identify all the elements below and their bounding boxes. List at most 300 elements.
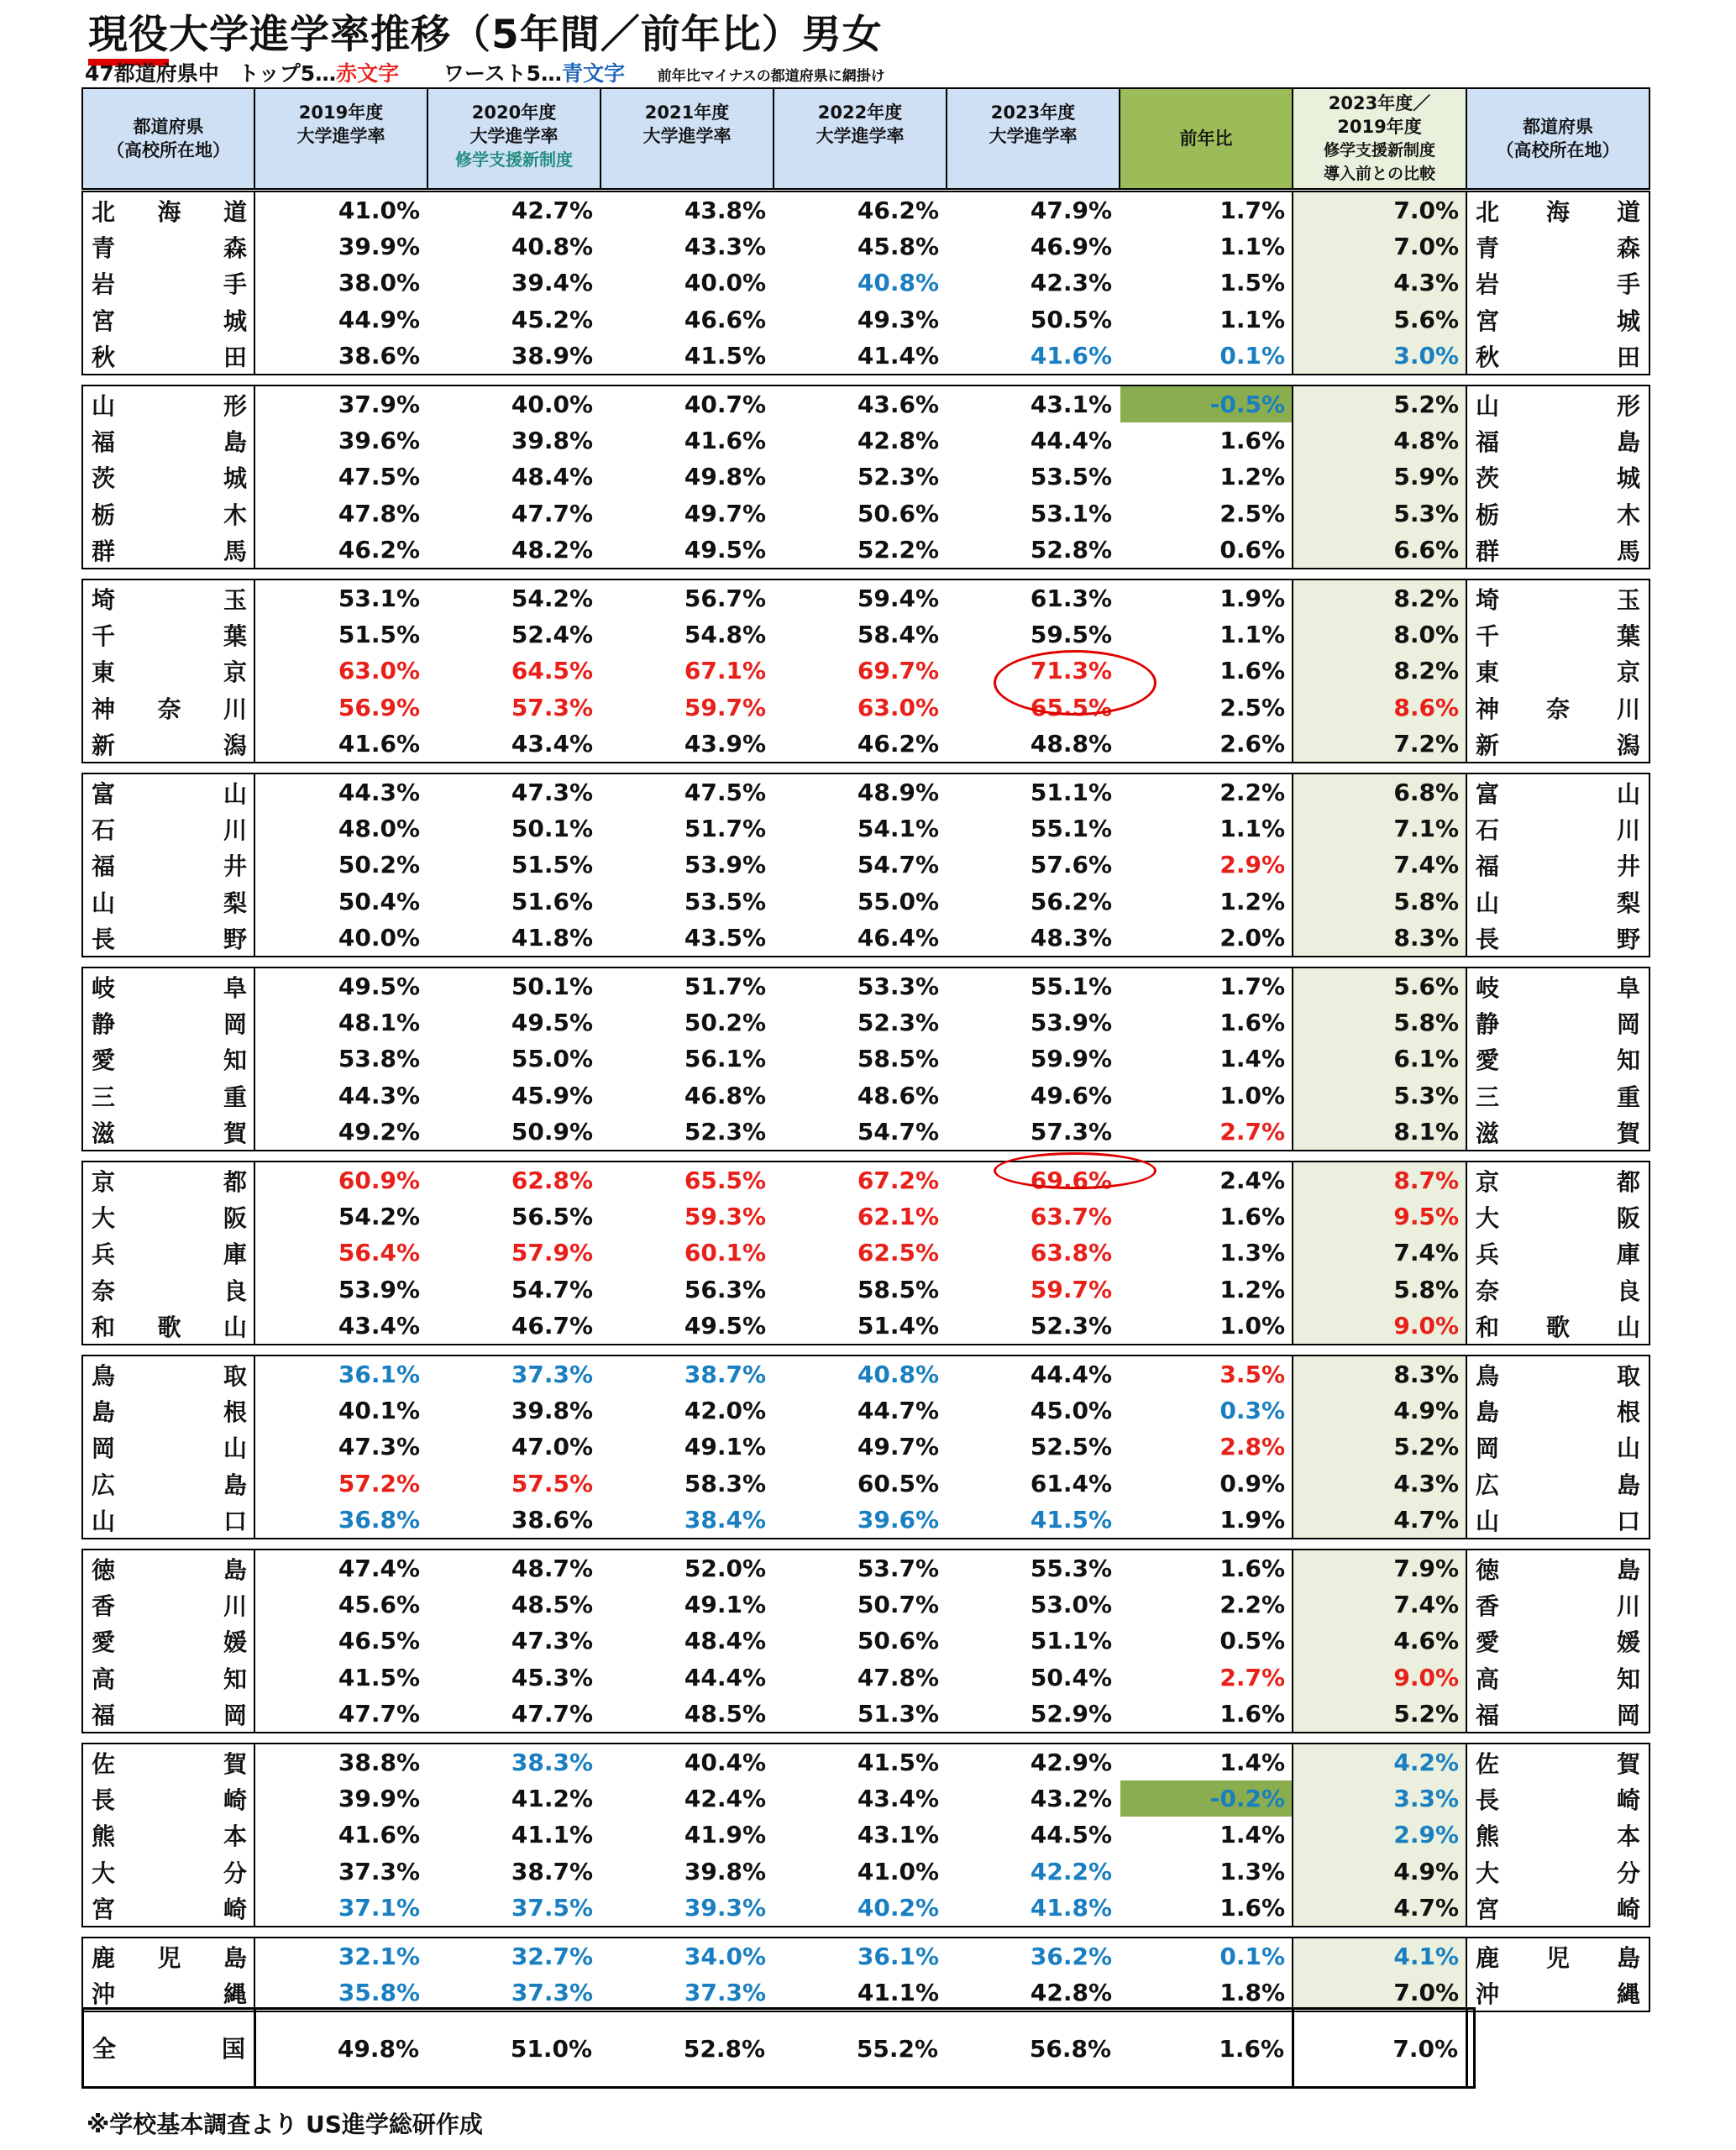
legend-worst: ワースト5… (443, 61, 563, 86)
prefecture-label: 広 島 (1476, 1471, 1640, 1499)
header-2022-line1: 2022年度 (817, 102, 903, 123)
rate-value: 39.4% (511, 269, 593, 297)
rate-value: 42.7% (511, 197, 593, 224)
compare-value: 5.2% (1393, 1433, 1459, 1461)
rate-value: 46.2% (857, 197, 939, 224)
rate-value: 40.7% (684, 391, 766, 418)
yoy-value: 0.6% (1219, 535, 1285, 564)
prefecture-name (1467, 1006, 1649, 1042)
rate-value: 39.8% (511, 1397, 593, 1425)
rate-value: 40.4% (684, 1749, 766, 1776)
rate-value: 38.8% (338, 1749, 420, 1776)
rate-value: 44.3% (338, 779, 420, 806)
prefecture-label: 沖 縄 (1476, 1980, 1640, 2009)
prefecture-label: 高 知 (92, 1665, 247, 1693)
header-compare-line2: 2019年度 (1337, 117, 1422, 137)
prefecture-name (1467, 194, 1649, 230)
yoy-value: 1.0% (1219, 1311, 1285, 1340)
header-2021 (600, 87, 774, 190)
rate-value: 53.9% (684, 851, 766, 879)
rate-value: 41.0% (857, 1857, 939, 1885)
prefecture-label: 熊 本 (92, 1822, 247, 1851)
prefecture-label: 兵 庫 (1476, 1240, 1640, 1269)
rate-value: 49.7% (857, 1433, 939, 1461)
rate-value: 37.3% (511, 1979, 593, 2007)
highlight-circle (994, 1152, 1156, 1189)
prefecture-label: 山 形 (1476, 392, 1640, 420)
rate-value: 43.4% (338, 1311, 420, 1340)
rate-value: 61.4% (1030, 1469, 1112, 1497)
prefecture-name (1467, 1042, 1649, 1078)
prefecture-name (1467, 582, 1649, 618)
prefecture-label: 岡 山 (92, 1434, 247, 1463)
prefecture-label: 千 葉 (92, 622, 247, 651)
rate-value: 36.8% (338, 1505, 420, 1534)
rate-value: 42.2% (1030, 1857, 1112, 1885)
compare-value: 7.4% (1393, 851, 1459, 879)
prefecture-name (83, 1115, 255, 1151)
prefecture-label: 静 岡 (1476, 1010, 1640, 1039)
rate-value: 49.7% (684, 499, 766, 527)
rate-value: 56.4% (338, 1239, 420, 1267)
rate-value: 38.9% (511, 341, 593, 370)
compare-value: 8.1% (1393, 1117, 1459, 1146)
compare-value: 5.6% (1393, 973, 1459, 1000)
rate-value: 44.5% (1030, 1821, 1112, 1849)
rate-value: 42.8% (1030, 1979, 1112, 2007)
rate-value: 56.2% (1030, 887, 1112, 915)
rate-value: 63.8% (1030, 1239, 1112, 1267)
rate-value: 56.1% (684, 1045, 766, 1073)
rate-value: 65.5% (1030, 693, 1112, 721)
prefecture-name (83, 1006, 255, 1042)
prefecture-label: 鹿 児 島 (1476, 1944, 1640, 1972)
rate-value: 55.1% (1030, 973, 1112, 1000)
rate-value: 42.0% (684, 1397, 766, 1425)
prefecture-name (83, 1818, 255, 1854)
rate-value: 41.1% (511, 1821, 593, 1849)
compare-value: 5.8% (1393, 887, 1459, 915)
rate-value: 40.8% (511, 233, 593, 261)
rate-value: 36.1% (338, 1361, 420, 1388)
prefecture-label: 佐 賀 (92, 1750, 247, 1778)
rate-value: 53.5% (1030, 463, 1112, 491)
rate-value: 44.9% (338, 305, 420, 333)
header-2023-line2: 大学進学率 (989, 126, 1078, 146)
prefecture-name (1467, 1552, 1649, 1588)
legend-top: トップ5… (238, 61, 337, 86)
prefecture-label: 福 島 (1476, 428, 1640, 457)
rate-value: 46.8% (684, 1081, 766, 1109)
rate-value: 54.7% (857, 851, 939, 879)
rate-value: 59.4% (857, 585, 939, 612)
prefecture-label: 福 岡 (1476, 1701, 1640, 1729)
prefecture-label: 三 重 (1476, 1083, 1640, 1111)
compare-value: 4.1% (1393, 1943, 1459, 1970)
rate-value: 41.5% (684, 341, 766, 370)
rate-value: 49.5% (684, 1311, 766, 1340)
yoy-value: 0.1% (1219, 341, 1285, 370)
prefecture-name (83, 1394, 255, 1430)
compare-value: 5.2% (1393, 391, 1459, 418)
prefecture-group (81, 1549, 1650, 1733)
rate-value: 48.3% (1030, 923, 1112, 952)
prefecture-label: 鹿 児 島 (92, 1944, 247, 1972)
rate-value: 46.4% (857, 923, 939, 952)
compare-value: 9.5% (1393, 1203, 1459, 1231)
prefecture-label: 神 奈 川 (92, 695, 247, 723)
yoy-value: 1.6% (1219, 1009, 1285, 1037)
prefecture-name (83, 1358, 255, 1394)
rate-value: 53.9% (1030, 1009, 1112, 1037)
compare-value: 6.6% (1393, 535, 1459, 564)
compare-value: 6.1% (1393, 1045, 1459, 1073)
rate-value: 55.3% (1030, 1555, 1112, 1582)
header-2019 (254, 87, 428, 190)
rate-value: 46.5% (338, 1627, 420, 1655)
prefecture-name (1467, 727, 1649, 763)
yoy-value: 2.8% (1219, 1433, 1285, 1461)
total-value: 7.0% (1392, 2035, 1458, 2063)
yoy-value: 1.1% (1219, 621, 1285, 649)
rate-value: 46.9% (1030, 233, 1112, 261)
prefecture-label: 長 崎 (1476, 1786, 1640, 1815)
rate-value: 40.8% (857, 269, 939, 297)
rate-value: 40.0% (338, 923, 420, 952)
rate-value: 52.5% (1030, 1433, 1112, 1461)
compare-value: 8.7% (1393, 1167, 1459, 1194)
header-pref-line1: 都道府県 (133, 117, 204, 137)
compare-value: 8.0% (1393, 621, 1459, 649)
prefecture-name (83, 1782, 255, 1818)
rate-value: 41.6% (338, 729, 420, 758)
rate-value: 52.2% (857, 535, 939, 564)
rate-value: 61.3% (1030, 585, 1112, 612)
prefecture-group (81, 773, 1650, 957)
prefecture-label: 鳥 取 (92, 1362, 247, 1390)
yoy-value: 1.2% (1219, 1275, 1285, 1303)
rate-value: 43.3% (684, 233, 766, 261)
prefecture-name (83, 1552, 255, 1588)
rate-value: 39.9% (338, 1785, 420, 1813)
rate-value: 57.2% (338, 1469, 420, 1497)
legend-worst-color: 青文字 (562, 61, 626, 86)
yoy-value: 1.6% (1219, 657, 1285, 685)
prefecture-label: 北 海 道 (92, 198, 247, 226)
prefecture-label: 神 奈 川 (1476, 695, 1640, 723)
total-value: 55.2% (856, 2035, 938, 2063)
yoy-value: 1.1% (1219, 305, 1285, 333)
rate-value: 46.2% (857, 729, 939, 758)
rate-value: 44.4% (1030, 1361, 1112, 1388)
prefecture-name (83, 1588, 255, 1624)
rate-value: 50.7% (857, 1591, 939, 1619)
yoy-value: 2.0% (1219, 923, 1285, 952)
rate-value: 60.5% (857, 1469, 939, 1497)
rate-value: 42.4% (684, 1785, 766, 1813)
rate-value: 49.3% (857, 305, 939, 333)
rate-value: 65.5% (684, 1167, 766, 1194)
rate-value: 41.0% (338, 197, 420, 224)
rate-value: 59.7% (684, 693, 766, 721)
rate-value: 35.8% (338, 1979, 420, 2007)
rate-value: 50.6% (857, 499, 939, 527)
compare-value: 4.6% (1393, 1627, 1459, 1655)
compare-value: 7.4% (1393, 1591, 1459, 1619)
rate-value: 50.1% (511, 973, 593, 1000)
prefecture-label: 青 森 (92, 234, 247, 263)
header-pref-right (1466, 87, 1650, 190)
rate-value: 69.6% (1030, 1167, 1112, 1194)
prefecture-name (1467, 691, 1649, 727)
prefecture-name (1467, 1697, 1649, 1733)
prefecture-label: 富 山 (92, 780, 247, 808)
prefecture-name (1467, 1430, 1649, 1466)
compare-value: 4.7% (1393, 1893, 1459, 1922)
rate-value: 41.5% (857, 1749, 939, 1776)
compare-value: 5.3% (1393, 499, 1459, 527)
highlight-circle (994, 650, 1156, 716)
prefecture-label: 新 潟 (1476, 731, 1640, 759)
rate-value: 47.8% (338, 499, 420, 527)
rate-value: 37.3% (684, 1979, 766, 2007)
rate-value: 51.3% (857, 1699, 939, 1728)
prefecture-name (83, 1273, 255, 1309)
prefecture-label: 群 馬 (1476, 537, 1640, 565)
yoy-value: 1.1% (1219, 815, 1285, 843)
prefecture-name (1467, 1588, 1649, 1624)
rate-value: 71.3% (1030, 657, 1112, 685)
rate-value: 67.1% (684, 657, 766, 685)
prefecture-group (81, 1355, 1650, 1539)
rate-value: 63.0% (857, 693, 939, 721)
rate-value: 50.5% (1030, 305, 1112, 333)
compare-value: 8.6% (1393, 693, 1459, 721)
prefecture-label: 福 井 (1476, 852, 1640, 881)
yoy-value: 1.3% (1219, 1239, 1285, 1267)
yoy-value: 1.3% (1219, 1857, 1285, 1885)
rate-value: 46.2% (338, 535, 420, 564)
compare-value: 5.6% (1393, 305, 1459, 333)
prefecture-name (1467, 1661, 1649, 1697)
rate-value: 48.5% (684, 1699, 766, 1728)
prefecture-name (1467, 497, 1649, 533)
rate-value: 41.6% (338, 1821, 420, 1849)
compare-value: 6.8% (1393, 779, 1459, 806)
prefecture-name (83, 266, 255, 302)
rate-value: 48.8% (1030, 729, 1112, 758)
rate-value: 48.7% (511, 1555, 593, 1582)
rate-value: 60.9% (338, 1167, 420, 1194)
rate-value: 48.6% (857, 1081, 939, 1109)
rate-value: 48.4% (511, 463, 593, 491)
prefecture-name (1467, 460, 1649, 496)
rate-value: 56.7% (684, 585, 766, 612)
yoy-value: 1.2% (1219, 887, 1285, 915)
header-2020-line2: 大学進学率 (469, 126, 559, 146)
rate-value: 45.9% (511, 1081, 593, 1109)
total-row (81, 2007, 1476, 2089)
prefecture-label: 山 梨 (92, 889, 247, 917)
rate-value: 40.1% (338, 1397, 420, 1425)
header-2022-line2: 大学進学率 (816, 126, 905, 146)
prefecture-label: 島 根 (92, 1398, 247, 1427)
rate-value: 43.5% (684, 923, 766, 952)
prefecture-label: 京 都 (92, 1168, 247, 1196)
prefecture-name (1467, 388, 1649, 424)
yoy-value: 1.6% (1219, 1893, 1285, 1922)
rate-value: 41.9% (684, 1821, 766, 1849)
rate-value: 46.6% (684, 305, 766, 333)
header-2022 (773, 87, 947, 190)
prefecture-group (81, 191, 1650, 375)
rate-value: 39.6% (338, 427, 420, 455)
rate-value: 57.3% (1030, 1117, 1112, 1146)
yoy-value: 1.9% (1219, 1505, 1285, 1534)
legend-prefix: 47都道府県中 (85, 61, 219, 86)
rate-value: 50.2% (338, 851, 420, 879)
total-value: 51.0% (510, 2035, 592, 2063)
prefecture-label: 島 根 (1476, 1398, 1640, 1427)
prefecture-label: 山 形 (92, 392, 247, 420)
prefecture-name (83, 1236, 255, 1272)
prefecture-label: 兵 庫 (92, 1240, 247, 1269)
rate-value: 59.5% (1030, 621, 1112, 649)
rate-value: 51.1% (1030, 1627, 1112, 1655)
rate-value: 54.8% (684, 621, 766, 649)
rate-value: 40.0% (684, 269, 766, 297)
header-pref (81, 87, 255, 190)
rate-value: 47.5% (338, 463, 420, 491)
header-2020 (427, 87, 601, 190)
prefecture-name (83, 921, 255, 957)
prefecture-label: 愛 知 (92, 1046, 247, 1075)
prefecture-name (1467, 339, 1649, 375)
rate-value: 55.1% (1030, 815, 1112, 843)
yoy-value: 1.6% (1219, 1203, 1285, 1231)
rate-value: 62.8% (511, 1167, 593, 1194)
rate-value: 52.3% (1030, 1311, 1112, 1340)
rate-value: 59.3% (684, 1203, 766, 1231)
prefecture-label: 香 川 (92, 1592, 247, 1621)
title-underlined: 現役 (88, 12, 169, 66)
rate-value: 41.5% (1030, 1505, 1112, 1534)
compare-value: 7.4% (1393, 1239, 1459, 1267)
compare-value: 4.9% (1393, 1857, 1459, 1885)
total-divider (1466, 2010, 1468, 2086)
rate-value: 52.0% (684, 1555, 766, 1582)
prefecture-label: 宮 崎 (1476, 1895, 1640, 1923)
rate-value: 58.4% (857, 621, 939, 649)
prefecture-name (1467, 1273, 1649, 1309)
rate-value: 43.1% (857, 1821, 939, 1849)
rate-value: 39.9% (338, 233, 420, 261)
prefecture-label: 大 阪 (92, 1204, 247, 1233)
prefecture-label: 愛 媛 (92, 1628, 247, 1657)
rate-value: 49.5% (684, 535, 766, 564)
prefecture-label: 茨 城 (1476, 464, 1640, 493)
rate-value: 34.0% (684, 1943, 766, 1970)
rate-value: 43.6% (857, 391, 939, 418)
prefecture-label: 長 崎 (92, 1786, 247, 1815)
rate-value: 55.0% (511, 1045, 593, 1073)
prefecture-name (1467, 848, 1649, 884)
rate-value: 56.3% (684, 1275, 766, 1303)
prefecture-name (83, 194, 255, 230)
prefecture-label: 滋 賀 (92, 1119, 247, 1147)
rate-value: 47.7% (511, 1699, 593, 1728)
compare-value: 9.0% (1393, 1663, 1459, 1691)
page-title (88, 3, 883, 58)
prefecture-label: 和 歌 山 (1476, 1313, 1640, 1341)
rate-value: 67.2% (857, 1167, 939, 1194)
rate-value: 54.2% (511, 585, 593, 612)
rate-value: 47.7% (338, 1699, 420, 1728)
rate-value: 45.0% (1030, 1397, 1112, 1425)
prefecture-name (83, 497, 255, 533)
yoy-value: 0.5% (1219, 1627, 1285, 1655)
compare-value: 7.0% (1393, 1979, 1459, 2007)
rate-value: 53.0% (1030, 1591, 1112, 1619)
rate-value: 59.7% (1030, 1275, 1112, 1303)
prefecture-label: 徳 島 (1476, 1556, 1640, 1584)
prefecture-label: 和 歌 山 (92, 1313, 247, 1341)
prefecture-name (1467, 812, 1649, 848)
rate-value: 37.9% (338, 391, 420, 418)
yoy-value: 2.7% (1219, 1663, 1285, 1691)
prefecture-label: 岡 山 (1476, 1434, 1640, 1463)
rate-value: 53.9% (338, 1275, 420, 1303)
rate-value: 44.4% (1030, 427, 1112, 455)
rate-value: 49.8% (684, 463, 766, 491)
rate-value: 51.5% (338, 621, 420, 649)
total-value: 52.8% (683, 2035, 765, 2063)
prefecture-label: 石 川 (1476, 816, 1640, 845)
compare-value: 4.2% (1393, 1749, 1459, 1776)
rate-value: 53.5% (684, 887, 766, 915)
rate-value: 54.1% (857, 815, 939, 843)
prefecture-label: 岐 阜 (92, 974, 247, 1002)
compare-value: 5.8% (1393, 1275, 1459, 1303)
rate-value: 39.8% (684, 1857, 766, 1885)
prefecture-label: 熊 本 (1476, 1822, 1640, 1851)
compare-value: 4.9% (1393, 1397, 1459, 1425)
rate-value: 52.3% (684, 1117, 766, 1146)
rate-value: 42.8% (857, 427, 939, 455)
prefecture-name (1467, 1818, 1649, 1854)
rate-value: 50.4% (338, 887, 420, 915)
compare-value: 5.2% (1393, 1699, 1459, 1728)
prefecture-label: 福 井 (92, 852, 247, 881)
prefecture-name (83, 1940, 255, 1976)
yoy-value: 0.9% (1219, 1469, 1285, 1497)
yoy-value: 0.3% (1219, 1397, 1285, 1425)
prefecture-name (1467, 1200, 1649, 1236)
rate-value: 41.5% (338, 1663, 420, 1691)
prefecture-name (1467, 230, 1649, 266)
yoy-value: 1.4% (1219, 1749, 1285, 1776)
rate-value: 40.2% (857, 1893, 939, 1922)
compare-value: 2.9% (1393, 1821, 1459, 1849)
rate-value: 52.3% (857, 1009, 939, 1037)
prefecture-name (1467, 885, 1649, 921)
prefecture-name (1467, 1079, 1649, 1115)
rate-value: 49.6% (1030, 1081, 1112, 1109)
rate-value: 49.1% (684, 1433, 766, 1461)
prefecture-label: 岩 手 (1476, 270, 1640, 299)
rate-value: 39.6% (857, 1505, 939, 1534)
compare-value: 5.3% (1393, 1081, 1459, 1109)
